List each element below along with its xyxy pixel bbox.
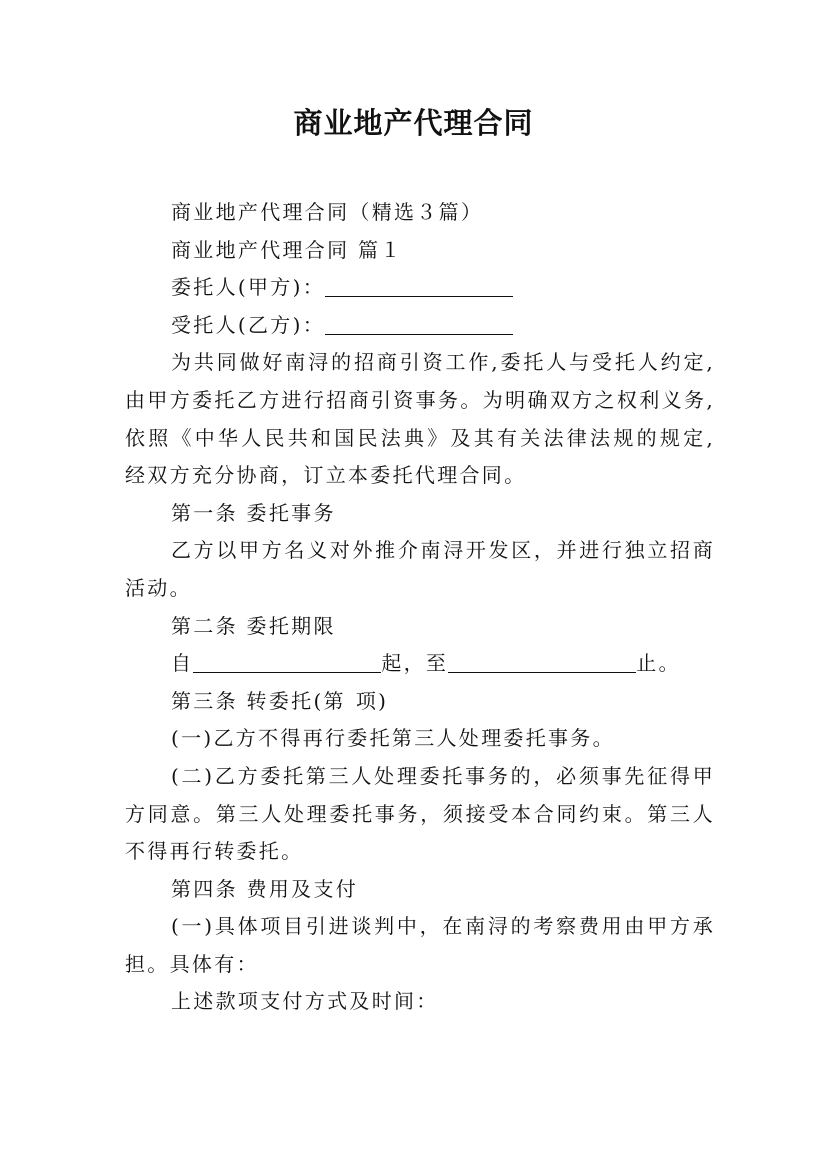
term-mid-label: 起，至 (381, 651, 449, 676)
term-start-blank (193, 650, 381, 673)
article-3-para-2-line-3: 不得再行转委托。 (125, 839, 304, 864)
article-1-title: 第一条 委托事务 (171, 500, 336, 525)
principal-line (125, 269, 715, 307)
article-3-para-1: (一)乙方不得再行委托第三人处理委托事务。 (171, 726, 615, 751)
article-3-para-2-line-1: (二)乙方委托第三人处理委托事务的，必须事先征得甲 (171, 763, 715, 788)
article-3-title-a: 第三条 转委托(第 (171, 688, 346, 713)
article-2-title: 第二条 委托期限 (171, 613, 336, 638)
subtitle: 商业地产代理合同（精选３篇） (171, 200, 484, 224)
article-3-title (125, 683, 715, 721)
term-from-label: 自 (171, 651, 194, 676)
agent-label: 受托人(乙方)： (171, 312, 326, 337)
intro-line-4: 经双方充分协商，订立本委托代理合同。 (125, 463, 527, 488)
article-3-para-2-line-2: 方同意。第三人处理委托事务，须接受本合同约束。第三人 (125, 801, 715, 826)
principal-blank (325, 274, 513, 297)
intro-line-3: 依照《中华人民共和国民法典》及其有关法律法规的规定, (125, 425, 715, 450)
intro-line-1: 为共同做好南浔的招商引资工作,委托人与受托人约定, (171, 350, 715, 375)
article-4-para-1-line-1: (一)具体项目引进谈判中，在南浔的考察费用由甲方承 (171, 914, 715, 939)
article-4-title: 第四条 费用及支付 (171, 876, 359, 901)
term-end-label: 止。 (636, 651, 681, 676)
document-body (125, 194, 715, 1021)
article-4-para-2: 上述款项支付方式及时间： (171, 989, 439, 1014)
principal-label: 委托人(甲方)： (171, 275, 326, 300)
document-title: 商业地产代理合同 (293, 106, 534, 140)
article-1-line-2: 活动。 (125, 575, 192, 600)
article-3-title-b: 项) (355, 688, 389, 713)
intro-line-2: 由甲方委托乙方进行招商引资事务。为明确双方之权利义务, (125, 387, 715, 412)
agent-blank (325, 312, 513, 335)
agent-line (125, 307, 715, 345)
term-end-blank (448, 650, 636, 673)
article-1-line-1: 乙方以甲方名义对外推介南浔开发区，并进行独立招商 (171, 538, 715, 563)
article-2-term-line (125, 645, 715, 683)
article-4-para-1-line-2: 担。具体有： (125, 951, 259, 976)
section-heading: 商业地产代理合同 篇１ (171, 237, 403, 262)
